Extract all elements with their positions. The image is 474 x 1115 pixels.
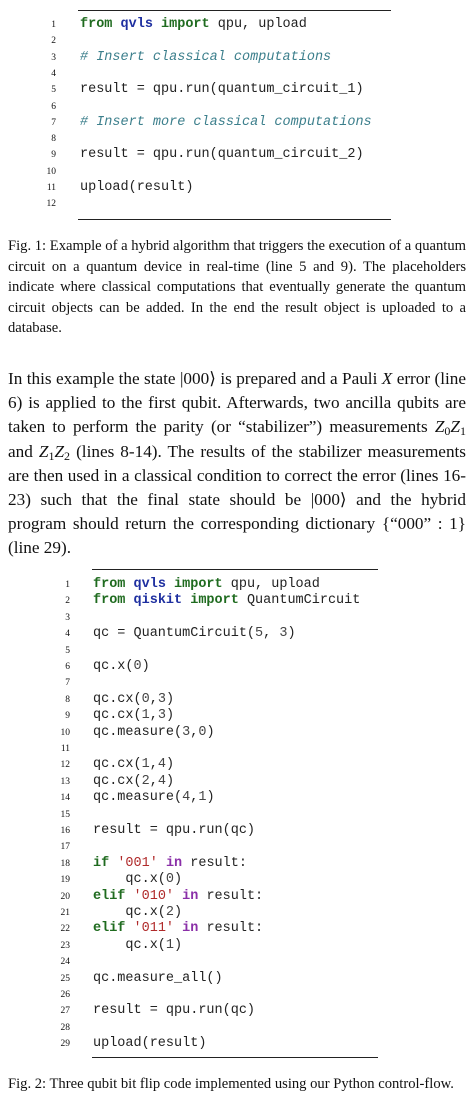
line-number: 6 <box>51 101 56 112</box>
code-token: 0 <box>141 691 150 707</box>
code-token <box>153 17 161 32</box>
code-token: ) <box>174 905 183 920</box>
figure-1-label: Fig. 1: <box>8 238 47 254</box>
code-text <box>93 905 182 920</box>
listing2-bottom-rule <box>92 1057 378 1058</box>
line-number: 10 <box>46 166 56 177</box>
code-token <box>174 921 182 936</box>
state-ket: |000⟩ <box>310 490 347 510</box>
code-token: if <box>93 855 110 871</box>
math-z: Z <box>434 417 445 437</box>
code-text <box>80 180 193 195</box>
code-token: , <box>263 626 280 642</box>
line-number: 7 <box>65 678 70 689</box>
code-token: , <box>190 790 199 806</box>
code-token: import <box>190 593 239 609</box>
code-line <box>30 577 460 593</box>
code-token: qvls <box>133 577 166 592</box>
code-line <box>30 164 450 180</box>
code-line <box>30 1036 460 1052</box>
listing2-top-rule <box>92 569 378 570</box>
line-number: 14 <box>60 793 70 804</box>
line-number: 27 <box>60 1006 70 1017</box>
code-text <box>93 774 174 789</box>
code-token: qc.x( <box>93 659 134 674</box>
line-number: 9 <box>51 150 56 161</box>
code-token: qc.x( <box>93 872 166 888</box>
code-token: 3 <box>157 708 166 724</box>
code-line <box>30 99 450 115</box>
code-token: qpu, upload <box>222 577 320 592</box>
code-token: 4 <box>157 773 166 789</box>
line-number: 8 <box>51 134 56 145</box>
code-token: from <box>93 577 126 592</box>
code-token: , <box>149 708 158 724</box>
line-number: 17 <box>60 842 70 853</box>
code-token: 2 <box>165 905 175 920</box>
code-listing-1 <box>30 17 450 217</box>
code-token: from <box>80 17 113 32</box>
code-line <box>30 774 460 790</box>
code-line <box>30 659 460 675</box>
code-token: qc.measure( <box>93 790 183 806</box>
listing1-bottom-rule <box>78 219 391 220</box>
code-token: qc.x( <box>93 937 166 953</box>
code-token: qvls <box>120 17 153 32</box>
code-line <box>30 196 450 212</box>
math-subscript: 2 <box>64 448 71 463</box>
code-token: , <box>149 691 158 707</box>
code-token: 5 <box>255 626 264 642</box>
code-line <box>30 675 460 691</box>
line-number: 6 <box>65 662 70 672</box>
code-line <box>30 610 460 626</box>
line-number: 5 <box>51 85 56 96</box>
code-line <box>30 807 460 823</box>
code-line <box>30 82 450 98</box>
code-line <box>30 856 460 872</box>
code-token: # Insert more classical computations <box>80 114 372 130</box>
figure-2-text: Three qubit bit flip code implemented using our Python control-flow. <box>49 1076 454 1092</box>
line-number: 4 <box>65 629 70 640</box>
code-line <box>30 131 450 147</box>
code-token <box>125 921 133 936</box>
code-token: upload(result) <box>80 180 194 195</box>
code-text <box>80 115 372 130</box>
line-number: 10 <box>60 727 70 738</box>
body-paragraph <box>8 367 466 561</box>
code-line <box>30 823 460 839</box>
code-token: elif <box>93 888 126 904</box>
line-number: 8 <box>65 694 70 705</box>
code-token: 1 <box>141 757 150 773</box>
code-token: in <box>182 921 199 937</box>
code-token: '011' <box>133 921 175 937</box>
line-number: 12 <box>46 199 56 210</box>
code-token: 3 <box>182 724 191 740</box>
code-text <box>93 1036 206 1051</box>
code-token: # Insert classical computations <box>80 49 332 65</box>
code-text <box>93 938 182 953</box>
math-z: Z <box>38 441 49 461</box>
code-token: , <box>149 757 158 773</box>
line-number: 7 <box>51 117 56 128</box>
code-token: ) <box>165 691 175 707</box>
code-token: ) <box>165 773 175 789</box>
code-token: 1 <box>141 708 150 724</box>
code-token: '010' <box>133 888 175 904</box>
code-token <box>158 856 166 871</box>
figure-1-caption <box>8 236 466 339</box>
code-token: '001' <box>117 855 158 871</box>
code-token: ) <box>287 626 296 642</box>
code-line <box>30 66 450 82</box>
code-token: , <box>190 724 199 740</box>
code-line <box>30 889 460 905</box>
line-number: 25 <box>60 973 70 984</box>
code-line <box>30 708 460 724</box>
code-line <box>30 593 460 609</box>
line-number: 2 <box>51 36 56 47</box>
code-line <box>30 741 460 757</box>
code-text <box>93 823 255 838</box>
line-number: 15 <box>60 809 70 820</box>
code-line <box>30 987 460 1003</box>
code-line <box>30 180 450 196</box>
code-token: result = qpu.run(quantum_circuit_1) <box>80 82 364 98</box>
code-token <box>174 889 182 904</box>
pauli-symbol: X <box>381 369 393 388</box>
line-number: 3 <box>51 52 56 63</box>
line-number: 26 <box>60 990 70 1000</box>
code-token: qc.cx( <box>93 773 142 789</box>
line-number: 3 <box>65 612 70 623</box>
code-token: QuantumCircuit <box>238 593 361 609</box>
code-line <box>30 971 460 987</box>
line-number: 11 <box>60 744 70 754</box>
line-number: 1 <box>51 20 56 30</box>
code-token: ) <box>165 708 175 724</box>
figure-1-text: Example of a hybrid algorithm that triggers the execution of a quantum circuit on a quantum device in real-time (line 5 and 9). The placeholders indicate where classical computations that eventually generate the quantum circuit objects can be added. In the end the result object is uploaded to a database. <box>8 238 466 336</box>
code-token <box>166 577 174 592</box>
code-token: import <box>174 577 223 592</box>
code-line <box>30 938 460 954</box>
code-text <box>93 889 263 904</box>
code-text <box>93 593 360 608</box>
line-number: 19 <box>60 875 70 886</box>
code-line <box>30 757 460 773</box>
code-listing-2 <box>30 577 460 1057</box>
code-line <box>30 839 460 855</box>
code-text <box>93 708 174 723</box>
line-number: 2 <box>65 596 70 607</box>
code-text <box>80 17 307 32</box>
code-line <box>30 33 450 49</box>
code-token <box>125 889 133 904</box>
code-token <box>125 577 133 592</box>
code-line <box>30 905 460 921</box>
code-token: 0 <box>198 724 207 740</box>
code-token: 4 <box>182 790 191 806</box>
code-text <box>93 725 215 740</box>
code-token: in <box>182 888 199 904</box>
line-number: 18 <box>60 858 70 869</box>
line-number: 4 <box>51 68 56 79</box>
line-number: 29 <box>60 1039 70 1050</box>
code-text <box>93 872 182 887</box>
paragraph-text: is prepared and a Pauli <box>215 369 382 388</box>
code-token: 3 <box>279 626 288 642</box>
code-token: qc.measure( <box>93 724 183 740</box>
math-z: Z <box>450 417 460 437</box>
code-text <box>93 757 174 772</box>
code-text <box>93 1003 255 1018</box>
paragraph-text: (lines 8-14). The results of the stabilizer measurements are then used in a classical condition to correct the error (lines 16-23) such that the final state should be <box>8 441 466 510</box>
paragraph-text: error (line 6) is applied to the first qubit. Afterwards, two ancilla qubits are taken to perform the parity (or “stabilizer”) measurements <box>8 369 467 437</box>
line-number: 22 <box>60 924 70 935</box>
math-subscript: 0 <box>444 424 451 439</box>
code-token: 0 <box>133 659 142 674</box>
paragraph-text: and the hybrid program should return the corresponding dictionary {“000” : 1} (line 29). <box>8 490 466 558</box>
code-token: ) <box>174 937 183 953</box>
line-number: 11 <box>46 183 56 193</box>
code-line <box>30 921 460 937</box>
code-token: elif <box>93 921 126 937</box>
code-token: ) <box>206 790 215 806</box>
code-token: qc.measure_all() <box>93 970 223 986</box>
line-number: 1 <box>65 580 70 590</box>
code-token: in <box>165 855 183 871</box>
code-line <box>30 954 460 970</box>
code-token: ) <box>174 872 183 888</box>
code-token: 0 <box>165 872 175 888</box>
code-token: 1 <box>165 937 175 953</box>
code-line <box>30 790 460 806</box>
line-number: 24 <box>60 957 70 968</box>
code-token: , <box>149 773 158 789</box>
code-token: qc.x( <box>93 905 166 920</box>
line-number: 28 <box>60 1022 70 1033</box>
code-token: qc.cx( <box>93 708 142 724</box>
code-token: result: <box>198 921 264 937</box>
code-line <box>30 626 460 642</box>
code-text <box>93 921 263 936</box>
code-line <box>30 115 450 131</box>
math-subscript: 1 <box>48 448 55 463</box>
line-number: 23 <box>60 940 70 951</box>
math-subscript: 1 <box>459 424 466 439</box>
code-line <box>30 1003 460 1019</box>
line-number: 21 <box>60 908 70 918</box>
code-token: import <box>161 17 210 32</box>
code-text <box>93 692 174 707</box>
state-ket: |000⟩ <box>179 369 216 388</box>
code-token: result = qpu.run(qc) <box>93 1003 256 1019</box>
line-number: 5 <box>65 645 70 656</box>
line-number: 12 <box>60 760 70 771</box>
code-token: result: <box>182 855 247 871</box>
code-token: qiskit <box>133 593 183 609</box>
line-number: 20 <box>60 891 70 902</box>
line-number: 16 <box>60 826 70 836</box>
code-text <box>93 971 223 986</box>
code-text <box>80 50 331 65</box>
figure-2-caption <box>8 1074 466 1095</box>
code-token: 2 <box>141 773 150 789</box>
code-text <box>93 790 215 805</box>
code-line <box>30 50 450 66</box>
code-token: ) <box>165 757 175 773</box>
code-token: ) <box>206 724 215 740</box>
math-z: Z <box>54 441 65 461</box>
code-line <box>30 692 460 708</box>
code-token: upload(result) <box>93 1036 207 1052</box>
code-line <box>30 725 460 741</box>
code-token: result = qpu.run(quantum_circuit_2) <box>80 147 364 163</box>
code-token <box>112 17 120 32</box>
code-token: qpu, upload <box>209 17 307 32</box>
code-token: ) <box>141 659 150 674</box>
code-line <box>30 147 450 163</box>
figure-2-label: Fig. 2: <box>8 1076 47 1092</box>
code-line <box>30 872 460 888</box>
line-number: 13 <box>60 776 70 787</box>
code-token: qc = QuantumCircuit( <box>93 626 256 642</box>
code-line <box>30 17 450 33</box>
code-text <box>80 147 364 162</box>
code-token: 1 <box>198 790 207 806</box>
code-token: 3 <box>157 691 166 707</box>
paragraph-text: In this example the state <box>8 369 180 388</box>
code-token: from <box>93 593 126 609</box>
code-text <box>93 577 320 592</box>
code-text <box>93 856 247 871</box>
code-text <box>80 82 364 97</box>
code-token: 4 <box>157 757 166 773</box>
listing1-top-rule <box>78 10 391 11</box>
code-token: result = qpu.run(qc) <box>93 823 256 838</box>
code-text <box>93 659 150 674</box>
code-token <box>125 593 133 608</box>
code-text <box>93 626 296 641</box>
code-token: result: <box>198 888 264 904</box>
code-line <box>30 643 460 659</box>
paragraph-text: and <box>8 441 39 461</box>
code-token: qc.cx( <box>93 757 142 773</box>
code-line <box>30 1020 460 1036</box>
code-token: qc.cx( <box>93 691 142 707</box>
line-number: 9 <box>65 711 70 722</box>
